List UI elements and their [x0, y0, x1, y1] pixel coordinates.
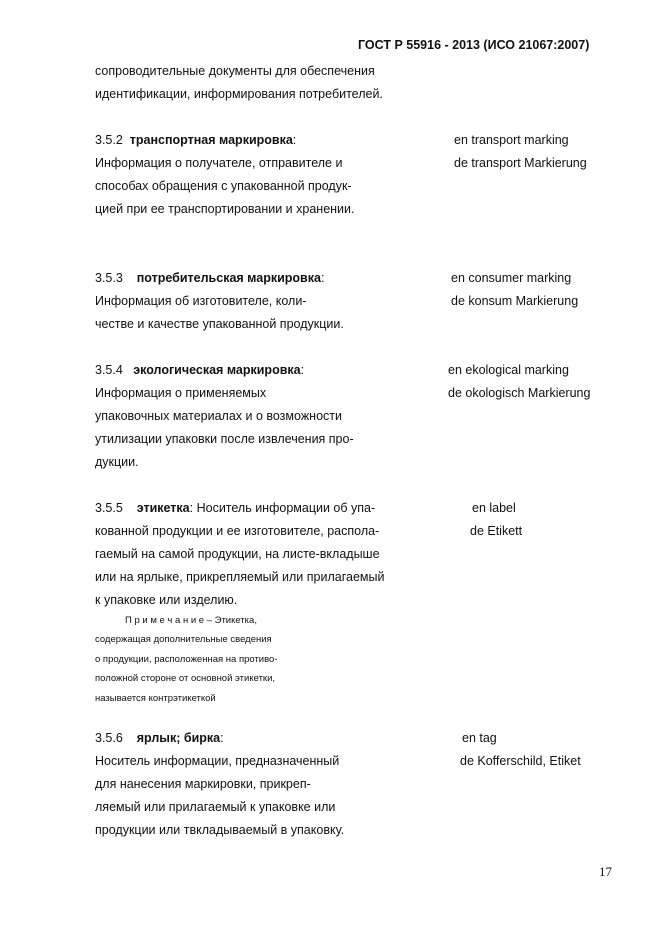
term-title: этикетка	[136, 501, 190, 515]
term-number: 3.5.3	[95, 271, 123, 285]
note-line: положной стороне от основной этикетки,	[95, 673, 276, 684]
note-line: о продукции, расположенная на противо-	[95, 654, 278, 665]
english-equivalent: en consumer marking	[451, 271, 572, 285]
definition-line: Информация о получателе, отправителе и	[95, 156, 343, 170]
term-title: ярлык; бирка	[136, 731, 221, 745]
document-header: ГОСТ Р 55916 - 2013 (ИСО 21067:2007)	[358, 38, 590, 52]
page-number: 17	[599, 864, 612, 879]
definition-line: гаемый на самой продукции, на листе-вкладыше	[95, 547, 380, 561]
term-heading-3-5-6: 3.5.6 ярлык; бирка:	[95, 731, 224, 745]
german-equivalent: de Kofferschild, Etiket	[460, 754, 581, 768]
definition-line: ляемый или прилагаемый к упаковке или	[95, 800, 336, 814]
term-heading-3-5-2: 3.5.2 транспортная маркировка:	[95, 133, 297, 147]
definition-line: для нанесения маркировки, прикреп-	[95, 777, 311, 791]
term-title: транспортная маркировка	[129, 133, 293, 147]
term-title: экологическая маркировка	[133, 363, 301, 377]
english-equivalent: en label	[472, 501, 516, 515]
definition-start: : Носитель информации об упа-	[189, 501, 376, 515]
note-line: содержащая дополнительные сведения	[95, 634, 272, 645]
definition-line: дукции.	[95, 455, 139, 469]
definition-line: цией при ее транспортировании и хранении.	[95, 202, 355, 216]
definition-line: к упаковке или изделию.	[95, 593, 238, 607]
definition-line: честве и качестве упакованной продукции.	[95, 317, 344, 331]
definition-line: способах обращения с упакованной продук-	[95, 179, 352, 193]
definition-line: упаковочных материалах и о возможности	[95, 409, 342, 423]
definition-line: Информация об изготовителе, коли-	[95, 294, 307, 308]
intro-line: идентификации, информирования потребителей.	[95, 87, 383, 101]
term-heading-3-5-3: 3.5.3 потребительская маркировка:	[95, 271, 325, 285]
term-heading-3-5-5	[95, 500, 375, 516]
definition-line: или на ярлыке, прикрепляемый или прилагаемый	[95, 570, 385, 584]
term-heading-3-5-4: 3.5.4 экологическая маркировка:	[95, 363, 305, 377]
german-equivalent: de transport Markierung	[454, 156, 587, 170]
definition-line: кованной продукции и ее изготовителе, распола-	[95, 524, 380, 538]
intro-line: сопроводительные документы для обеспечения	[95, 64, 375, 78]
term-number: 3.5.2	[95, 133, 123, 147]
german-equivalent: de konsum Markierung	[451, 294, 579, 308]
term-title: потребительская маркировка	[136, 271, 321, 285]
note-line: П р и м е ч а н и е – Этикетка,	[125, 615, 257, 626]
term-number: 3.5.4	[95, 363, 123, 377]
english-equivalent: en ekological marking	[448, 363, 569, 377]
english-equivalent: en transport marking	[454, 133, 569, 147]
definition-line: Носитель информации, предназначенный	[95, 754, 340, 768]
german-equivalent: de okologisch Markierung	[448, 386, 591, 400]
note-line: называется контрэтикеткой	[95, 693, 216, 704]
definition-line: Информация о применяемых	[95, 386, 267, 400]
definition-line: утилизации упаковки после извлечения про-	[95, 432, 354, 446]
definition-line: продукции или твкладываемый в упаковку.	[95, 823, 345, 837]
german-equivalent: de Etikett	[470, 524, 523, 538]
term-number: 3.5.5	[95, 501, 123, 515]
term-number: 3.5.6	[95, 731, 123, 745]
english-equivalent: en tag	[462, 731, 497, 745]
